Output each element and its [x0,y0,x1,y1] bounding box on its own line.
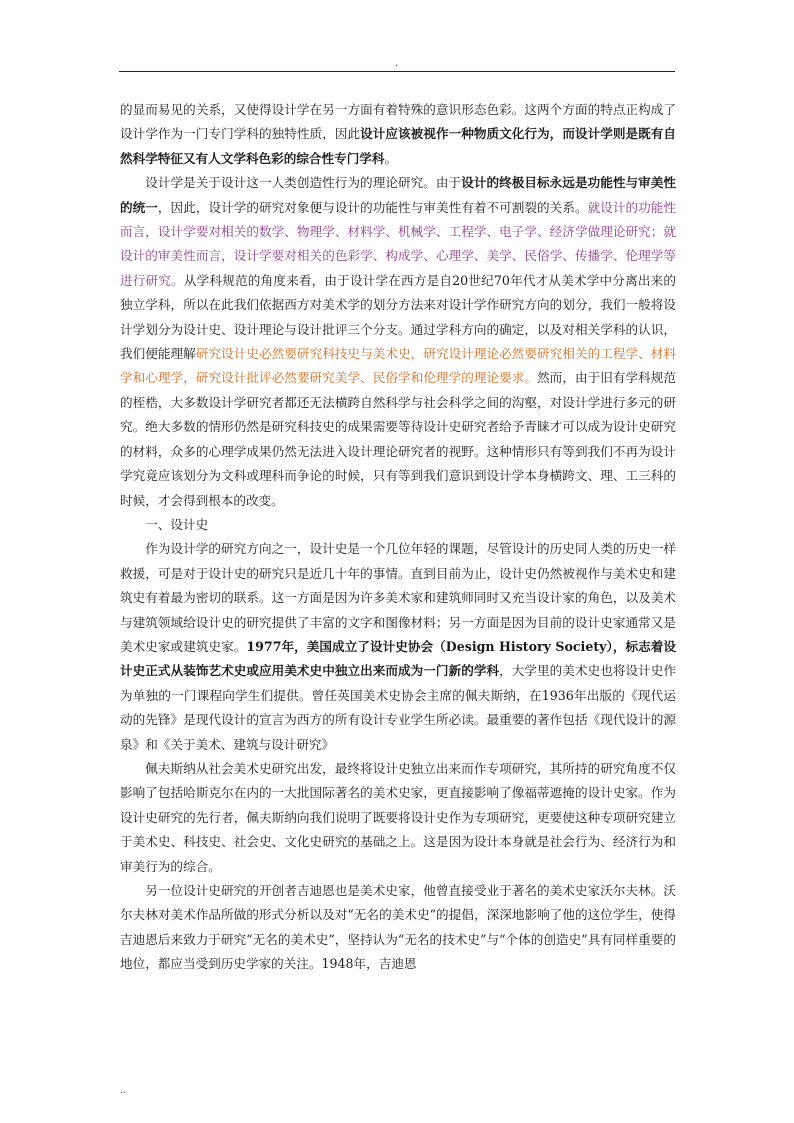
header-rule [119,71,675,72]
footer-mark: .. [120,1085,127,1096]
text-run: 另一位设计史研究的开创者吉迪恩也是美术史家，他曾直接受业于著名的美术史家沃尔夫林。沃尔夫林对美术作品所做的形式分析以及对“无名的美术史”的提倡，深深地影响了他的这位学生，使得吉迪恩后来致力于研究“无名的美术史”，坚持认为“无名的技术史”与“个体的创造史”具有同样重要的地位，都应当受到历史学家的关注。1948年，吉迪恩 [120,883,676,972]
text-run: 。 [384,150,398,166]
bold-text: 1977年，美国成立了设计史协会（Design History Society），标志着设计史正式从装饰艺术史或应用美术史中独立出来而成为一门新的学科 [120,638,677,679]
document-body [120,98,676,977]
text-run: 作为设计学的研究方向之一，设计史是一个几位年轻的课题，尽管设计的历史同人类的历史一样救援，可是对于设计史的研究只是近几十年的事情。直到目前为止，设计史仍然被视作与美术史和建筑史有着最为密切的联系。这一方面是因为许多美术家和建筑师同时又充当设计家的角色，以及美术与建筑领域给设计史的研究提供了丰富的文字和图像材料；另一方面是因为目前的设计史家通常又是美术史家或建筑史家。 [120,541,676,654]
text-run: 设计学是关于设计这一人类创造性行为的理论研究。由于 [145,175,462,191]
paragraph [120,513,676,537]
text-run: 一、设计史 [145,516,209,532]
text-run: ，因此，设计学的研究对象便与设计的功能性与审美性有着不可割裂的关系。 [157,199,588,215]
paragraph [120,879,676,977]
text-run: 然而，由于旧有学科规范的桎梏，大多数设计学研究者都还无法横跨自然科学与社会科学之间的沟壑，对设计学进行多元的研究。绝大多数的情形仍然是研究科技史的成果需要等待设计史研究者给予青睐才可以成为设计史研究的材料，众多的心理学成果仍然无法进入设计理论研究者的视野。这种情形只有等到我们不再为设计学究竟应该划分为文科或理科而争论的时候，只有等到我们意识到设计学本身横跨文、理、工三科的时候，才会得到根本的改变。 [120,370,677,508]
bold-text: 设计的终极目标永远是功能性与审美性的统一 [120,175,677,215]
text-run: ，大学里的美术史也将设计史作为单独的一门课程向学生们提供。曾任英国美术史协会主席的佩夫斯纳，在1936年出版的《现代运动的先锋》是现代设计的宣言为西方的所有设计专业学生所必读。最重要的著作包括《现代设计的源泉》和《关于美术、建筑与设计研究》 [120,663,677,752]
paragraph [120,537,676,757]
text-run: 佩夫斯纳从社会美术史研究出发，最终将设计史独立出来而作专项研究，其所持的研究角度不仅影响了包括哈斯克尔在内的一大批国际著名的美术史家，更直接影响了像福蒂遮掩的设计史家。作为设计史研究的先行者，佩夫斯纳向我们说明了既要将设计史作为专项研究，更要使这种专项研究建立于美术史、科技史、社会史、文化史研究的基础之上。这是因为设计本身就是社会行为、经济行为和审美行为的综合。 [120,760,676,874]
text-run: 的显而易见的关系，又使得设计学在另一方面有着特殊的意识形态色彩。这两个方面的特点正构成了设计学作为一门专门学科的独特性质，因此 [120,102,676,142]
bold-text: 设计应该被视作一种物质文化行为，而设计学则是既有自然科学特征又有人文学科色彩的综合性专门学科 [120,126,677,166]
paragraph [120,757,676,879]
paragraph [120,171,676,513]
paragraph [120,98,676,171]
header-mark: . [395,58,399,69]
highlighted-text-purple: 就设计的功能性而言，设计学要对相关的数学、物理学、材料学、机械学、工程学、电子学、经济学做理论研究；就设计的审美性而言，设计学要对相关的色彩学、构成学、心理学、美学、民俗学、传播学、伦理学等进行研究。 [120,199,677,288]
text-run: 从学科规范的角度来看，由于设计学在西方是自20世纪70年代才从美术学中分离出来的独立学科，所以在此我们依据西方对美术学的划分方法来对设计学作研究方向的划分，我们一般将设计学划分为设计史、设计理论与设计批评三个分支。通过学科方向的确定，以及对相关学科的认识，我们便能理解 [120,272,676,362]
highlighted-text-orange: 研究设计史必然要研究科技史与美术史，研究设计理论必然要研究相关的工程学、材料学和心理学，研究设计批评必然要研究美学、民俗学和伦理学的理论要求。 [120,346,677,386]
